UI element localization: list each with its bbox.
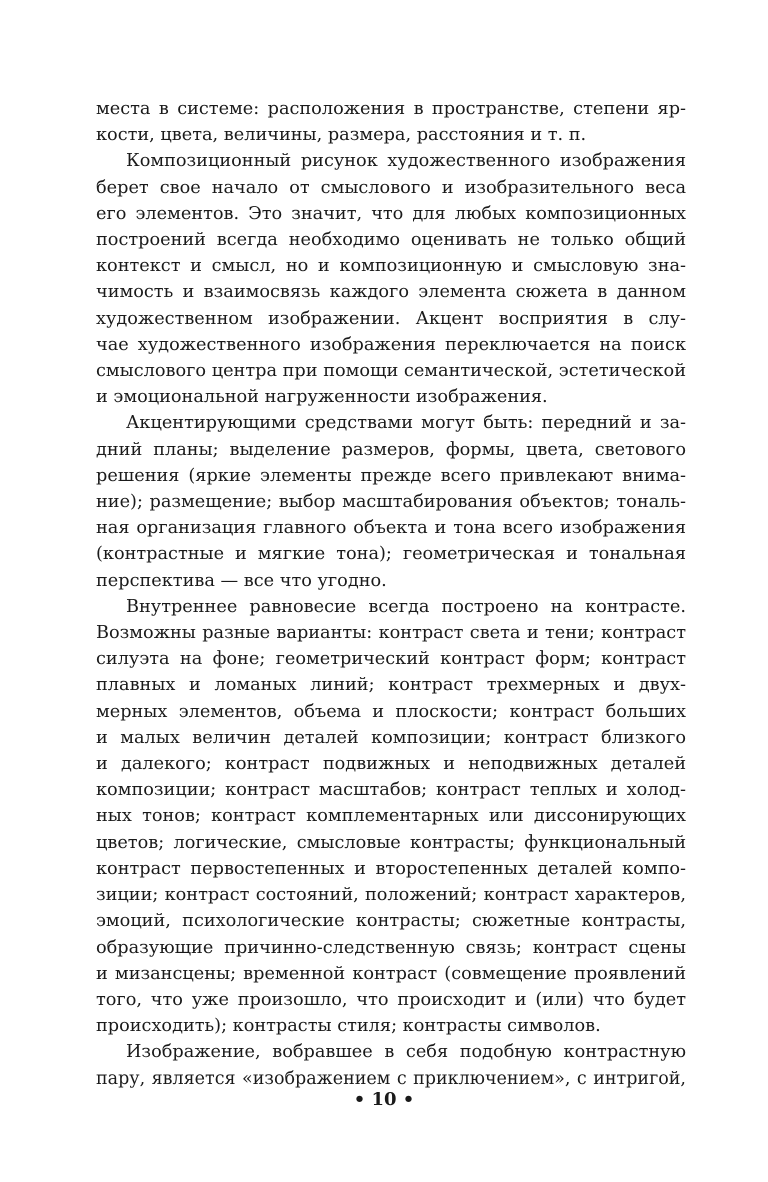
text-line: построений всегда необходимо оценивать не только общий xyxy=(96,230,686,251)
text-line: и мизансцены; временной контраст (совмещение проявлений xyxy=(96,963,686,984)
text-line: того, что уже произошло, что происходит и (или) что будет xyxy=(96,989,686,1010)
text-line: перспектива — все что угодно. xyxy=(96,570,387,591)
text-line: мерных элементов, объема и плоскости; контраст больших xyxy=(96,701,686,722)
text-line: цветов; логические, смысловые контрасты; функциональный xyxy=(96,832,686,853)
text-line: эмоций, психологические контрасты; сюжетные контрасты, xyxy=(96,911,686,932)
text-line: пару, является «изображением с приключением», с интригой, xyxy=(96,1068,686,1089)
text-line: образующие причинно-следственную связь; контраст сцены xyxy=(96,937,686,958)
text-line: смыслового центра при помощи семантической, эстетической xyxy=(96,361,686,382)
paragraph-5 xyxy=(96,1039,686,1091)
text-line: композиции; контраст масштабов; контраст теплых и холод- xyxy=(96,780,686,801)
paragraph-1 xyxy=(96,96,686,148)
text-line: контраст первостепенных и второстепенных деталей компо- xyxy=(96,858,686,879)
text-line: контекст и смысл, но и композиционную и смысловую зна- xyxy=(96,256,686,277)
text-line: Изображение, вобравшее в себя подобную контрастную xyxy=(126,1042,686,1063)
text-line: силуэта на фоне; геометрический контраст форм; контраст xyxy=(96,649,686,670)
text-line: (контрастные и мягкие тона); геометрическая и тональная xyxy=(96,544,686,565)
text-line: ние); размещение; выбор масштабирования объектов; тональ- xyxy=(96,492,686,513)
paragraph-2 xyxy=(96,148,686,410)
text-line: решения (яркие элементы прежде всего привлекают внима- xyxy=(96,465,686,486)
text-line: кости, цвета, величины, размера, расстояния и т. п. xyxy=(96,125,587,146)
page-body xyxy=(96,96,686,1092)
text-line: плавных и ломаных линий; контраст трехмерных и двух- xyxy=(96,675,686,696)
paragraph-4 xyxy=(96,594,686,1039)
text-line: и далекого; контраст подвижных и неподвижных деталей xyxy=(96,754,686,775)
text-line: его элементов. Это значит, что для любых композиционных xyxy=(96,203,686,224)
page-number: • 10 • xyxy=(353,1089,415,1110)
text-line: берет свое начало от смыслового и изобразительного веса xyxy=(96,177,686,198)
text-line: зиции; контраст состояний, положений; контраст характеров, xyxy=(96,885,686,906)
text-line: чае художественного изображения переключается на поиск xyxy=(96,334,686,355)
text-line: дний планы; выделение размеров, формы, цвета, светового xyxy=(96,439,686,460)
text-line: ная организация главного объекта и тона всего изображения xyxy=(96,518,686,539)
text-line: художественном изображении. Акцент восприятия в слу- xyxy=(96,308,686,329)
text-line: Композиционный рисунок художественного изображения xyxy=(126,151,686,172)
text-line: Возможны разные варианты: контраст света и тени; контраст xyxy=(96,623,686,644)
text-line: места в системе: расположения в пространстве, степени яр- xyxy=(96,99,686,119)
text-line: Внутреннее равновесие всегда построено на контрасте. xyxy=(126,596,686,617)
text-line: происходить); контрасты стиля; контрасты символов. xyxy=(96,1016,601,1037)
text-line: Акцентирующими средствами могут быть: передний и за- xyxy=(126,413,686,434)
text-line: и эмоциональной нагруженности изображения. xyxy=(96,387,548,408)
text-line: чимость и взаимосвязь каждого элемента сюжета в данном xyxy=(96,282,686,303)
text-line: и малых величин деталей композиции; контраст близкого xyxy=(96,727,686,748)
text-line: ных тонов; контраст комплементарных или диссонирующих xyxy=(96,806,686,827)
paragraph-3 xyxy=(96,410,686,593)
